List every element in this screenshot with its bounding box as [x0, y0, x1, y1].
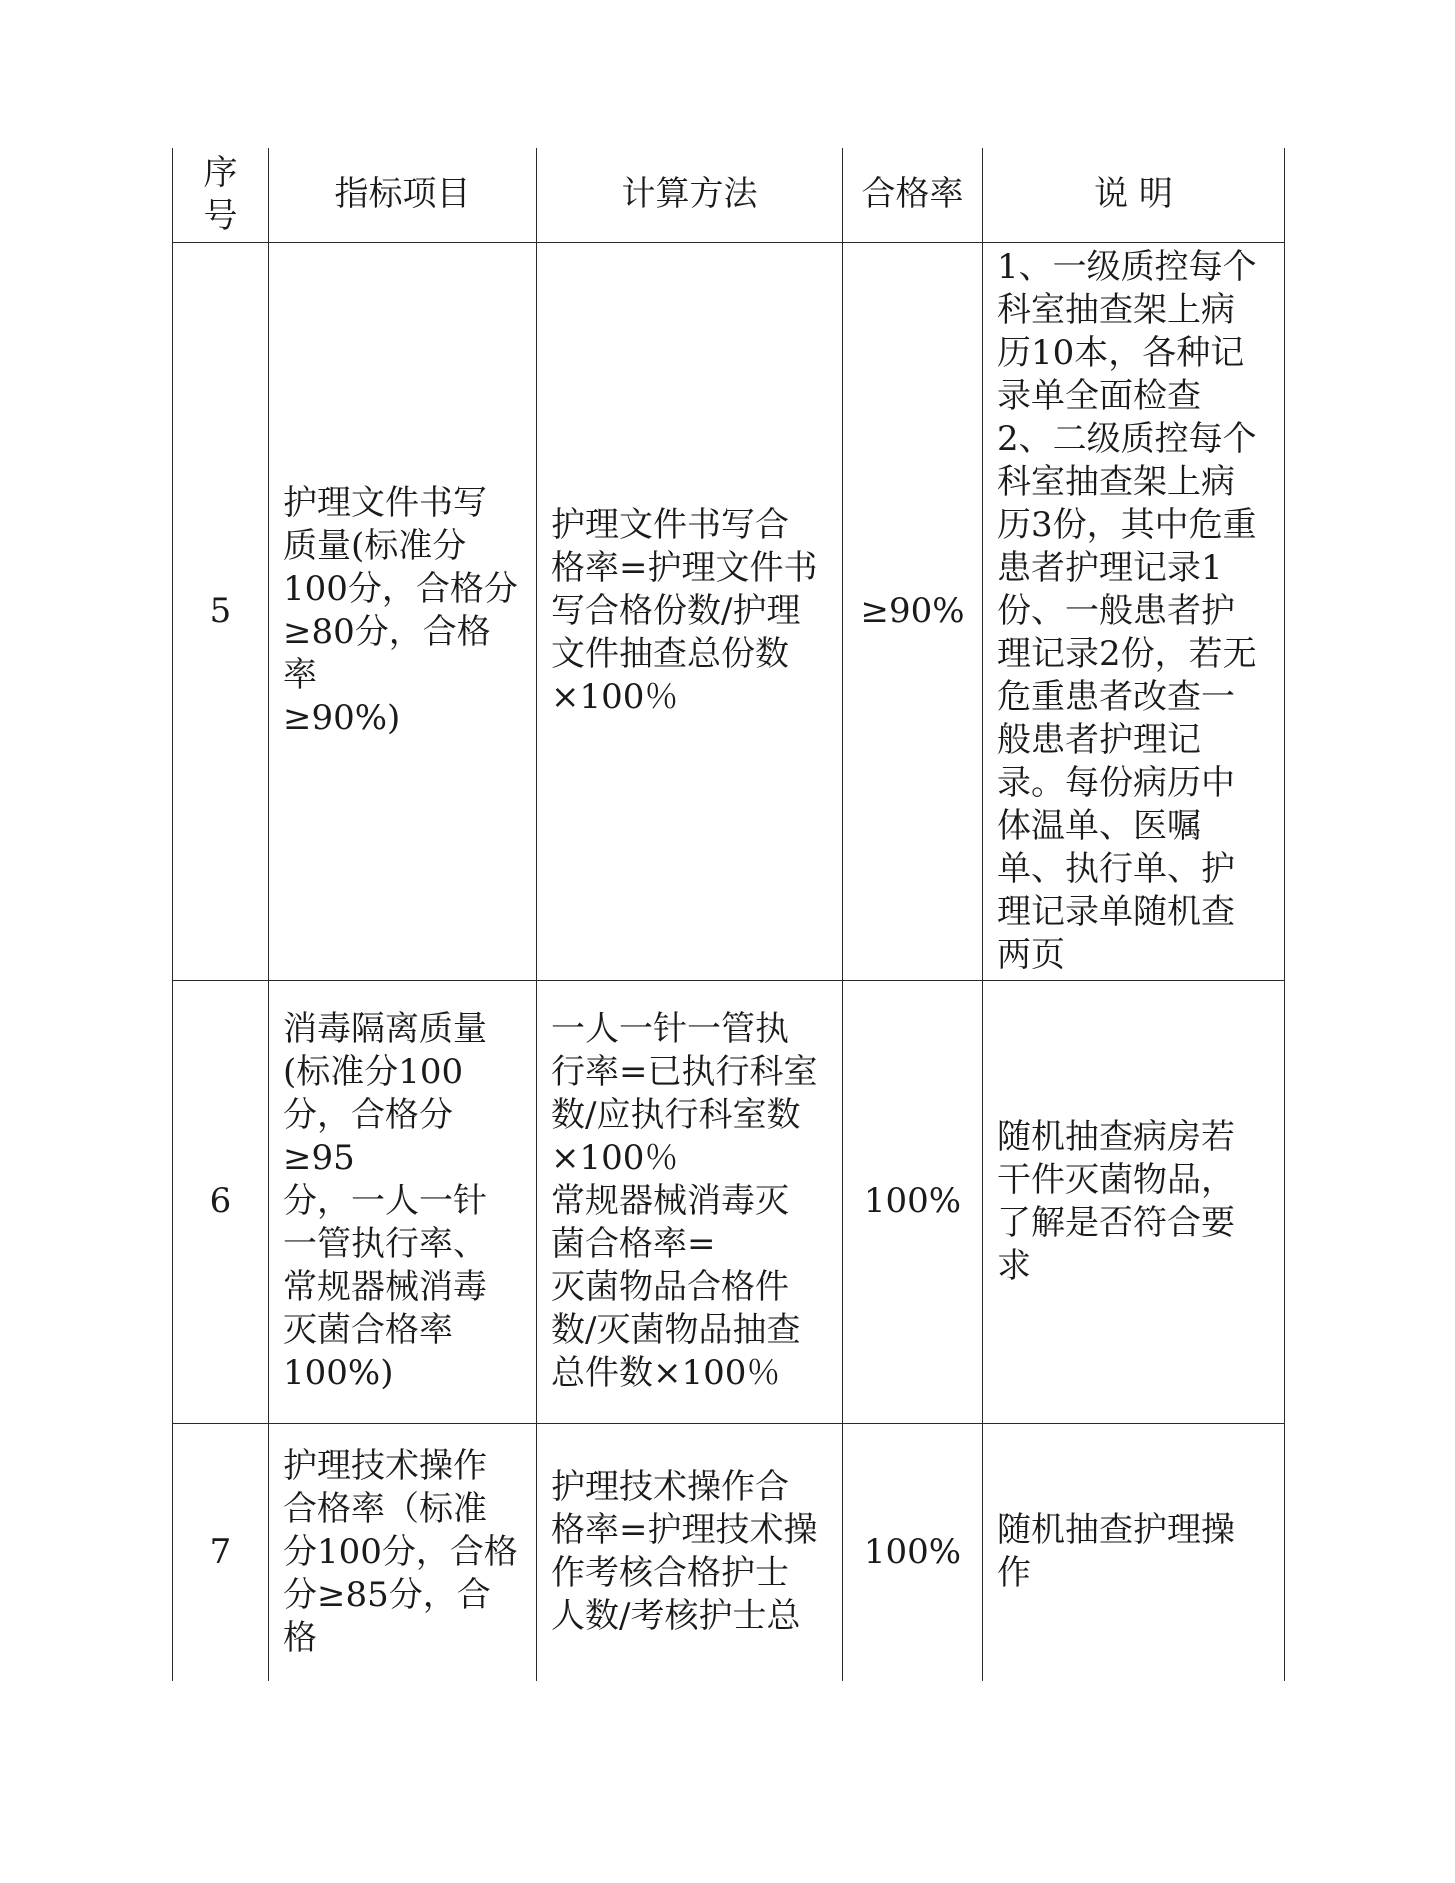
cell-note: 随机抽查病房若 干件灭菌物品， 了解是否符合要 求	[983, 980, 1285, 1423]
header-rate: 合格率	[843, 148, 983, 242]
cell-item: 护理文件书写 质量(标准分 100分，合格分 ≥80分，合格率 ≥90%)	[269, 242, 537, 980]
cell-rate: 100%	[843, 980, 983, 1423]
cell-item: 消毒隔离质量 (标准分100 分，合格分≥95 分，一人一针 一管执行率、 常规器械消毒 灭菌合格率 100%)	[269, 980, 537, 1423]
header-seq: 序 号	[173, 148, 269, 242]
header-method: 计算方法	[537, 148, 843, 242]
table-row	[173, 1423, 1285, 1681]
cell-rate: ≥90%	[843, 242, 983, 980]
cell-method: 一人一针一管执 行率=已执行科室 数/应执行科室数 ×100％ 常规器械消毒灭 菌合格率= 灭菌物品合格件 数/灭菌物品抽查 总件数×100％	[537, 980, 843, 1423]
cell-seq: 5	[173, 242, 269, 980]
cell-item: 护理技术操作 合格率（标准 分100分，合格 分≥85分，合格	[269, 1423, 537, 1681]
table-row	[173, 980, 1285, 1423]
cell-seq: 7	[173, 1423, 269, 1681]
table-row	[173, 242, 1285, 980]
cell-method: 护理技术操作合 格率=护理技术操 作考核合格护士 人数/考核护士总	[537, 1423, 843, 1681]
table-header-row	[173, 148, 1285, 242]
cell-note: 随机抽查护理操 作	[983, 1423, 1285, 1681]
cell-rate: 100%	[843, 1423, 983, 1681]
header-item: 指标项目	[269, 148, 537, 242]
quality-indicator-table	[172, 148, 1285, 1681]
cell-method: 护理文件书写合 格率=护理文件书 写合格份数/护理 文件抽查总份数 ×100％	[537, 242, 843, 980]
cell-seq: 6	[173, 980, 269, 1423]
header-note: 说 明	[983, 148, 1285, 242]
cell-note: 1、一级质控每个 科室抽查架上病 历10本，各种记 录单全面检查 2、二级质控每个 科室抽查架上病 历3份，其中危重 患者护理记录1 份、一般患者护 理记录2份，若无 危重患者改查一 般患者护理记 录。每份病历中 体温单、医嘱 单、执行单、护 理记录单随机查 两页	[983, 242, 1285, 980]
